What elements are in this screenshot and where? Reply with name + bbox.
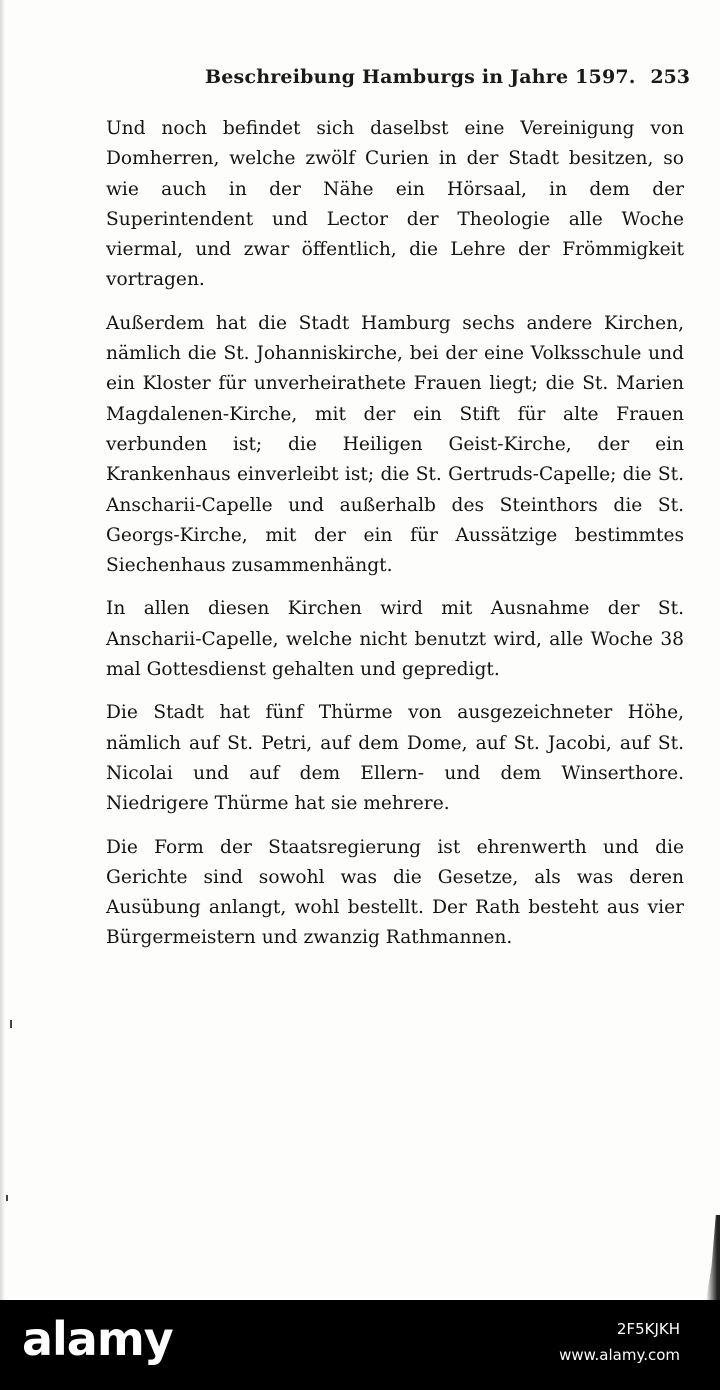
margin-speck [6,1195,8,1201]
body-text [106,114,684,967]
paragraph: Und noch befindet sich daselbst eine Vereinigung von Domherren, welche zwölf Curien in der Stadt besitzen, so wie auch in der Nähe ein Hörsaal, in dem der Superintendent und Lector der Theologie alle Woche viermal, und zwar öffentlich, die Lehre der Frömmigkeit vortragen. [106,118,684,291]
paragraph: Die Form der Staatsregierung ist ehrenwerth und die Gerichte sind sowohl was die Gesetze, als was deren Ausübung anlangt, wohl bestellt. Der Rath besteht aus vier Bürgermeistern und zwanzig Rathmannen. [106,836,684,949]
site-url: www.alamy.com [559,1346,680,1364]
paragraph: Außerdem hat die Stadt Hamburg sechs andere Kirchen, nämlich die St. Johanniskirche, bei der eine Volksschule und ein Kloster für unverheirathete Frauen liegt; die St. Marien Magdalenen-Kirche, mit der ein Stift für alte Frauen verbunden ist; die Heiligen Geist-Kirche, der ein Krankenhaus einverleibt ist; die St. Gertruds-Capelle; die St. Anscharii-Capelle und außerhalb des Steinthors die St. Georgs-Kirche, mit der ein für Aussätzige bestimmtes Siechenhaus zusammenhängt. [106,312,684,577]
paragraph: In allen diesen Kirchen wird mit Ausnahme der St. Anscharii-Capelle, welche nicht benutzt wird, alle Woche 38 mal Gottesdienst gehalten und gepredigt. [106,598,684,681]
page-number: 253 [650,66,690,88]
alamy-logo: alamy [22,1312,173,1366]
page-right-edge-shadow [706,1215,720,1300]
page-header [205,66,690,96]
paragraph: Die Stadt hat fünf Thürme von ausgezeichneter Höhe, nämlich auf St. Petri, auf dem Dome, auf St. Jacobi, auf St. Nicolai und auf dem Ellern- und dem Winserthore. Niedrigere Thürme hat sie mehrere. [106,702,684,815]
page-left-edge [0,0,5,1300]
running-title: Beschreibung Hamburgs in Jahre 1597. [205,66,636,88]
image-id: 2F5KJKH [616,1320,680,1338]
margin-speck [10,1020,12,1028]
